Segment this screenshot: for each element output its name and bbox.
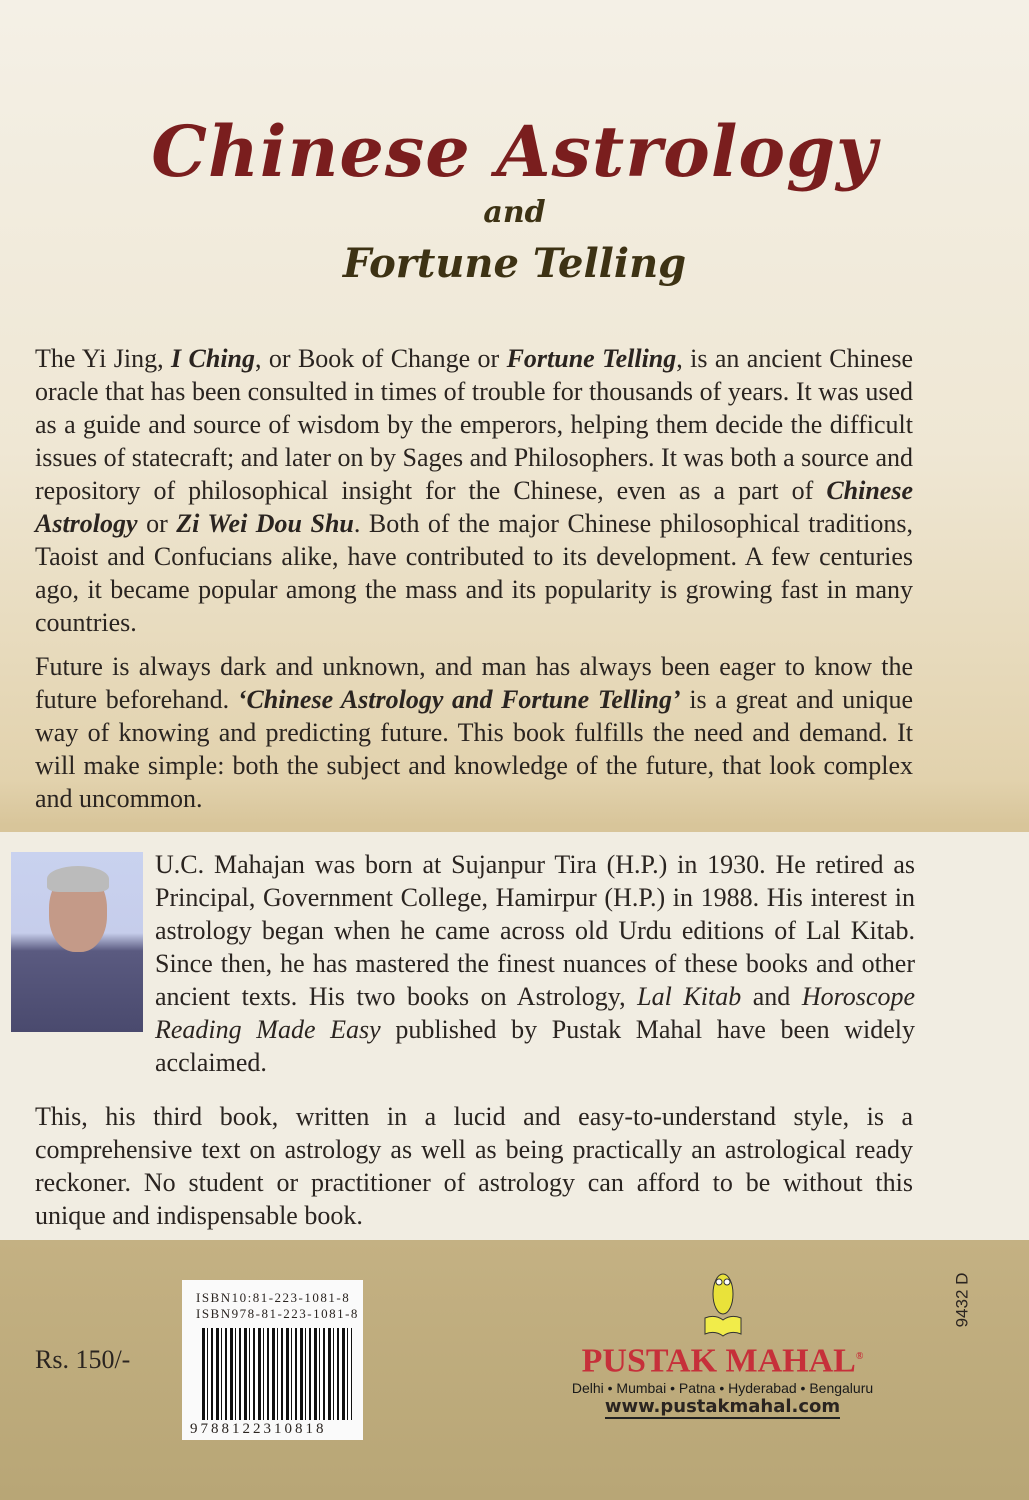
owl-on-book-icon: [703, 1270, 743, 1338]
description-paragraph-2: Future is always dark and unknown, and man has always been eager to know the future beforehand. ‘Chinese Astrology and Fortune Telling’ is a great and unique way of knowing and predicting future. This book fulfills the need and demand. It will make simple: both the subject and knowledge of the future, that look complex and uncommon.: [35, 652, 913, 813]
isbn-13: ISBN978-81-223-1081-8: [196, 1306, 359, 1321]
author-bio: U.C. Mahajan was born at Sujanpur Tira (H.P.) in 1930. He retired as Principal, Government College, Hamirpur (H.P.) in 1988. His interest in astrology began when he came across old Urdu editions of Lal Kitab. Since then, he has mastered the finest nuances of these books and other ancient texts. His two books on Astrology, Lal Kitab and Horoscope Reading Made Easy published by Pustak Mahal have been widely acclaimed.: [155, 850, 916, 1077]
book-subtitle: Fortune Telling: [342, 240, 687, 287]
isbn-barcode: [182, 1280, 363, 1440]
title-and: and: [483, 195, 546, 230]
catalog-code: 9432 D: [952, 1272, 972, 1328]
description-paragraph-1: The Yi Jing, I Ching, or Book of Change or Fortune Telling, is an ancient Chinese oracle that has been consulted in times of trouble for thousands of years. It was used as a guide and source of wisdom by the emperors, helping them decide the difficult issues of statecraft; and later on by Sages and Philosophers. It was both a source and repository of philosophical insight for the Chinese, even as a part of Chinese Astrology or Zi Wei Dou Shu. Both of the major Chinese philosophical traditions, Taoist and Confucians alike, have contributed to its development. A few centuries ago, it became popular among the mass and its popularity is growing fast in many countries.: [35, 344, 914, 637]
description-paragraph-3: This, his third book, written in a lucid and easy-to-understand style, is a comprehensive text on astrology as well as being practically an astrological ready reckoner. No student or practitioner of astrology can afford to be without this unique and indispensable book.: [35, 1102, 913, 1230]
publisher-name: PUSTAK MAHAL®: [581, 1342, 864, 1380]
isbn-10: ISBN10:81-223-1081-8: [196, 1290, 351, 1305]
barcode-number: 9788122310818: [190, 1421, 327, 1437]
book-title: Chinese Astrology: [151, 110, 878, 193]
publisher-cities: Delhi • Mumbai • Patna • Hyderabad • Bengaluru: [571, 1380, 874, 1397]
author-photo: [11, 852, 143, 1032]
publisher-logo: [565, 1270, 880, 1419]
barcode-bars: [202, 1328, 352, 1420]
price: Rs. 150/-: [35, 1345, 131, 1374]
publisher-website[interactable]: www.pustakmahal.com: [604, 1396, 841, 1418]
